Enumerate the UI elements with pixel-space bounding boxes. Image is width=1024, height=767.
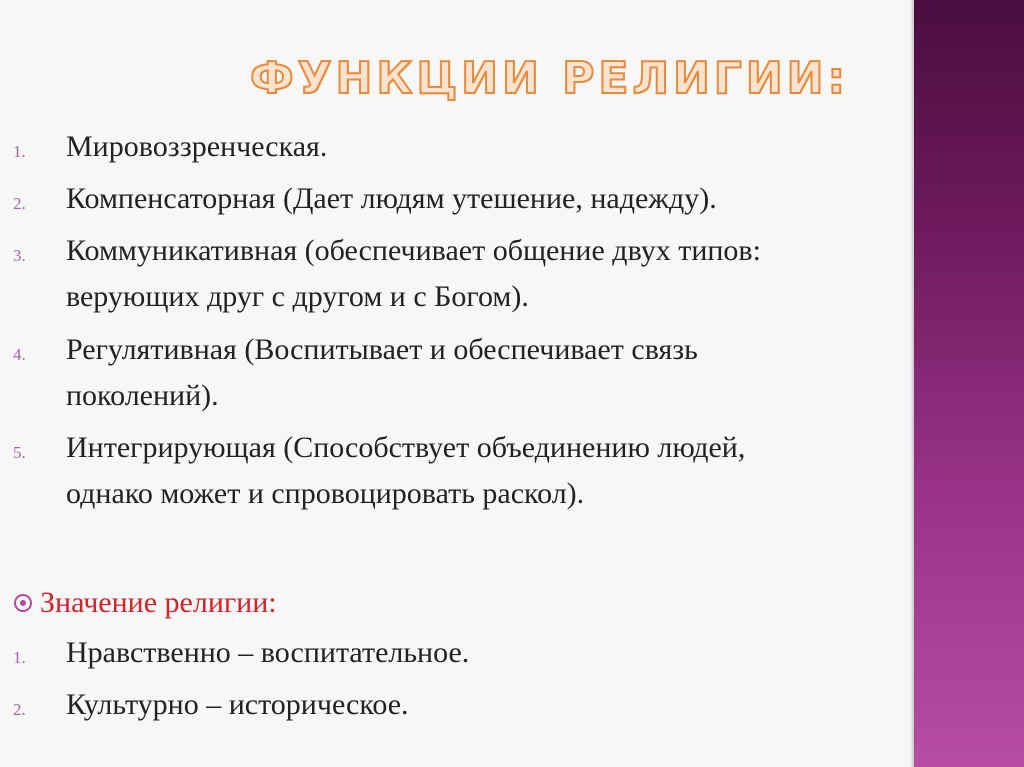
function-3-line-1: Коммуникативная (обеспечивает общение двух типов: [66, 234, 761, 267]
function-5-line-2: однако может и спровоцировать раскол). [66, 477, 585, 510]
meaning-heading: Значение религии: [40, 585, 277, 619]
meaning-1-text: Нравственно – воспитательное. [66, 636, 470, 669]
function-1-line-1: Мировоззренческая. [66, 130, 328, 163]
function-4-line-2: поколений). [66, 379, 219, 412]
meaning-2-number: 2. [13, 700, 26, 719]
circle-bullet-icon [14, 594, 32, 612]
function-4-number: 4. [13, 345, 26, 364]
meaning-1-number: 1. [13, 648, 26, 667]
function-3-line-2: верующих друг с другом и с Богом). [66, 280, 529, 313]
function-5-number: 5. [13, 443, 26, 462]
function-5-line-1: Интегрирующая (Способствует объединению людей, [66, 431, 746, 464]
meaning-heading-row [14, 580, 277, 625]
function-2-number: 2. [13, 194, 26, 213]
function-1-number: 1. [13, 142, 26, 161]
meaning-2-text: Культурно – историческое. [66, 688, 409, 721]
function-2-line-1: Компенсаторная (Дает людям утешение, надежду). [66, 182, 717, 215]
slide-title: ФУНКЦИИ РЕЛИГИИ: [250, 53, 850, 104]
function-3-number: 3. [13, 246, 26, 265]
function-4-line-1: Регулятивная (Воспитывает и обеспечивает связь [66, 333, 698, 366]
